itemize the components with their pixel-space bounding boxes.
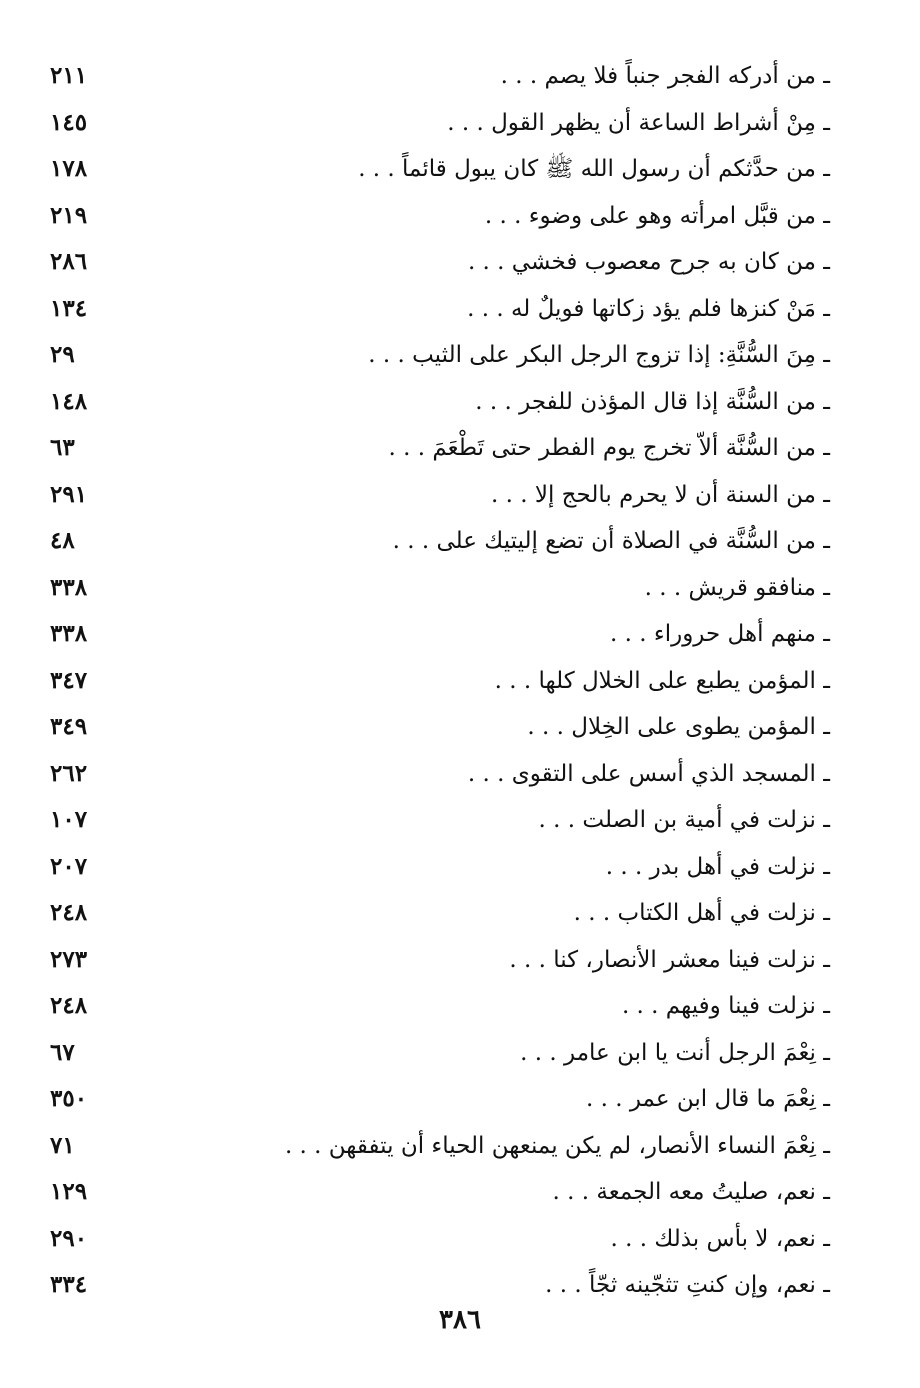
entry-page-number: ٣٣٨ <box>50 573 88 601</box>
entry-text: ـ المسجد الذي أسس على التقوى . . . <box>467 760 830 787</box>
entry-text: ـ منافقو قريش . . . <box>644 574 830 601</box>
index-entry <box>40 473 830 520</box>
index-entry <box>40 380 830 427</box>
entry-text: ـ من السُّنَّة إذا قال المؤذن للفجر . . . <box>475 388 830 415</box>
entry-text: ـ نزلت فينا وفيهم . . . <box>621 993 830 1019</box>
index-entry <box>40 566 830 613</box>
index-entry <box>40 1124 830 1171</box>
entry-text: ـ نزلت في أهل الكتاب . . . <box>573 900 830 926</box>
entry-text: ـ المؤمن يطبع على الخلال كلها . . . <box>494 667 830 694</box>
entry-text: ـ مَنْ كنزها فلم يؤد زكاتها فويلٌ له . . . <box>467 295 830 322</box>
index-entry <box>40 1217 830 1264</box>
entry-page-number: ١٠٧ <box>50 806 88 833</box>
entry-page-number: ٢٦٢ <box>50 759 88 787</box>
index-entry <box>40 1170 830 1217</box>
page-number: ٣٨٦ <box>439 1305 481 1335</box>
hadith-index-list <box>40 54 830 1310</box>
index-entry <box>40 845 830 892</box>
index-entry <box>40 147 830 194</box>
entry-text: ـ من حدَّثكم أن رسول الله ﷺ كان يبول قائماً . . . <box>358 156 830 182</box>
index-entry <box>40 705 830 752</box>
index-entry <box>40 891 830 938</box>
entry-page-number: ١٣٤ <box>50 294 88 322</box>
entry-page-number: ٢٩١ <box>50 480 88 508</box>
entry-page-number: ٢١١ <box>50 62 88 89</box>
entry-page-number: ٢١٩ <box>50 201 88 229</box>
entry-text: ـ مِنَ السُّنَّةِ: إذا تزوج الرجل البكر على الثيب . . . <box>368 342 830 368</box>
index-entry <box>40 752 830 799</box>
index-entry <box>40 194 830 241</box>
entry-text: ـ نعم، صليتُ معه الجمعة . . . <box>552 1179 830 1205</box>
entry-page-number: ٢٩ <box>50 341 75 368</box>
entry-text: ـ نعم، وإن كنتِ تثجّينه ثجّاً . . . <box>545 1272 830 1298</box>
entry-page-number: ٢٤٨ <box>50 899 88 926</box>
entry-page-number: ٣٣٤ <box>50 1271 88 1298</box>
entry-page-number: ٣٤٩ <box>50 713 88 740</box>
entry-text: ـ من قبَّل امرأته وهو على وضوء . . . <box>484 202 830 229</box>
entry-page-number: ٣٥٠ <box>50 1085 88 1112</box>
index-entry <box>40 54 830 101</box>
entry-text: ـ منهم أهل حروراء . . . <box>610 621 830 647</box>
index-entry <box>40 659 830 706</box>
entry-page-number: ٢٠٧ <box>50 852 88 880</box>
entry-text: ـ المؤمن يطوى على الخِلال . . . <box>527 714 830 740</box>
entry-page-number: ١٧٨ <box>50 155 88 182</box>
entry-text: ـ من أدركه الفجر جنباً فلا يصم . . . <box>500 63 830 89</box>
entry-page-number: ١٢٩ <box>50 1178 88 1205</box>
index-entry <box>40 798 830 845</box>
entry-page-number: ١٤٥ <box>50 108 88 136</box>
entry-page-number: ٣٣٨ <box>50 620 88 647</box>
index-entry <box>40 519 830 566</box>
entry-text: ـ نزلت في أهل بدر . . . <box>605 853 830 880</box>
entry-page-number: ٢٤٨ <box>50 992 88 1019</box>
entry-text: ـ نزلت فينا معشر الأنصار، كنا . . . <box>509 946 830 973</box>
entry-page-number: ٧١ <box>50 1131 75 1159</box>
index-entry <box>40 287 830 334</box>
entry-text: ـ نزلت في أمية بن الصلت . . . <box>538 807 830 833</box>
index-entry <box>40 101 830 148</box>
entry-page-number: ٢٨٦ <box>50 248 88 275</box>
entry-text: ـ من السُّنَّة في الصلاة أن تضع إليتيك على . . . <box>392 528 830 554</box>
entry-page-number: ٣٤٧ <box>50 666 88 694</box>
index-entry <box>40 240 830 287</box>
entry-text: ـ نِعْمَ النساء الأنصار، لم يكن يمنعهن الحياء أن يتفقهن . . . <box>284 1132 830 1159</box>
entry-text: ـ مِنْ أشراط الساعة أن يظهر القول . . . <box>447 109 830 136</box>
entry-page-number: ١٤٨ <box>50 387 88 415</box>
index-entry <box>40 1031 830 1078</box>
index-entry <box>40 1077 830 1124</box>
entry-page-number: ٢٩٠ <box>50 1224 88 1252</box>
index-entry <box>40 612 830 659</box>
entry-text: ـ من السُّنَّة ألاّ تخرج يوم الفطر حتى تَطْعَمَ . . . <box>388 435 830 461</box>
entry-page-number: ٦٣ <box>50 434 75 461</box>
index-entry <box>40 426 830 473</box>
entry-text: ـ من السنة أن لا يحرم بالحج إلا . . . <box>491 481 830 508</box>
entry-text: ـ نِعْمَ الرجل أنت يا ابن عامر . . . <box>520 1039 830 1066</box>
entry-page-number: ٦٧ <box>50 1038 75 1066</box>
entry-page-number: ٢٧٣ <box>50 945 88 973</box>
index-entry <box>40 333 830 380</box>
index-entry <box>40 984 830 1031</box>
entry-text: ـ نِعْمَ ما قال ابن عمر . . . <box>585 1086 830 1112</box>
entry-text: ـ من كان به جرح معصوب فخشي . . . <box>467 249 830 275</box>
entry-page-number: ٤٨ <box>50 527 75 554</box>
index-entry <box>40 938 830 985</box>
entry-text: ـ نعم، لا بأس بذلك . . . <box>610 1225 830 1252</box>
